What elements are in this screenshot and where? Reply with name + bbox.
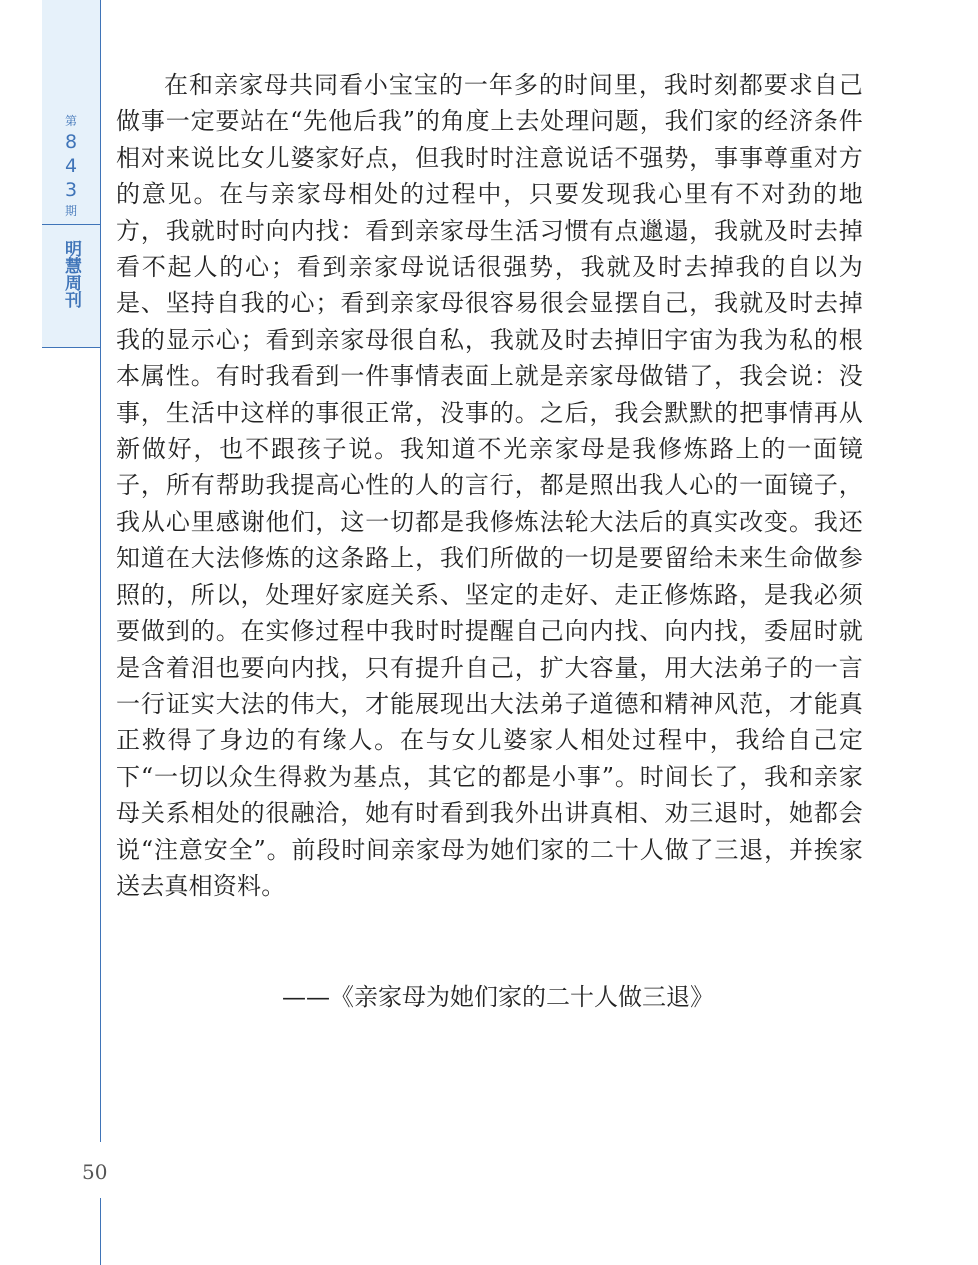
issue-prefix: 第 — [64, 114, 77, 128]
article-citation: ——《亲家母为她们家的二十人做三退》 — [282, 983, 714, 1011]
magazine-name-container — [42, 240, 100, 308]
margin-rule-bottom — [100, 1198, 101, 1265]
issue-digit: 3 — [64, 179, 78, 201]
issue-digit: 4 — [64, 155, 78, 177]
margin-rule-top — [100, 0, 101, 1142]
magazine-name: 明慧周刊 — [61, 240, 81, 308]
page-number: 50 — [82, 1160, 108, 1184]
issue-digit: 8 — [64, 131, 78, 153]
issue-suffix: 期 — [64, 204, 77, 218]
article-paragraph: 在和亲家母共同看小宝宝的一年多的时间里，我时刻都要求自己做事一定要站在“先他后我”的角度上去处理问题，我们家的经济条件相对来说比女儿婆家好点，但我时时注意说话不强势，事事尊重对方的意见。在与亲家母相处的过程中，只要发现我心里有不对劲的地方，我就时时向内找：看到亲家母生活习惯有点邋遢，我就及时去掉看不起人的心；看到亲家母说话很强势，我就及时去掉我的自以为是、坚持自我的心；看到亲家母很容易很会显摆自己，我就及时去掉我的显示心；看到亲家母很自私，我就及时去掉旧宇宙为我为私的根本属性。有时我看到一件事情表面上就是亲家母做错了，我会说：没事，生活中这样的事很正常，没事的。之后，我会默默的把事情再从新做好，也不跟孩子说。我知道不光亲家母是我修炼路上的一面镜子，所有帮助我提高心性的人的言行，都是照出我人心的一面镜子，我从心里感谢他们，这一切都是我修炼法轮大法后的真实改变。我还知道在大法修炼的这条路上，我们所做的一切是要留给未来生命做参照的，所以，处理好家庭关系、坚定的走好、走正修炼路，是我必须要做到的。在实修过程中我时时提醒自己向内找、向内找，委屈时就是含着泪也要向内找，只有提升自己，扩大容量，用大法弟子的一言一行证实大法的伟大，才能展现出大法弟子道德和精神风范，才能真正救得了身边的有缘人。在与女儿婆家人相处过程中，我给自己定下“一切以众生得救为基点，其它的都是小事”。时间长了，我和亲家母关系相处的很融洽，她有时看到我外出讲真相、劝三退时，她都会说“注意安全”。前段时间亲家母为她们家的二十人做了三退，并挨家送去真相资料。 — [116, 71, 863, 900]
sidebar-divider — [42, 224, 100, 225]
issue-number — [42, 112, 100, 220]
